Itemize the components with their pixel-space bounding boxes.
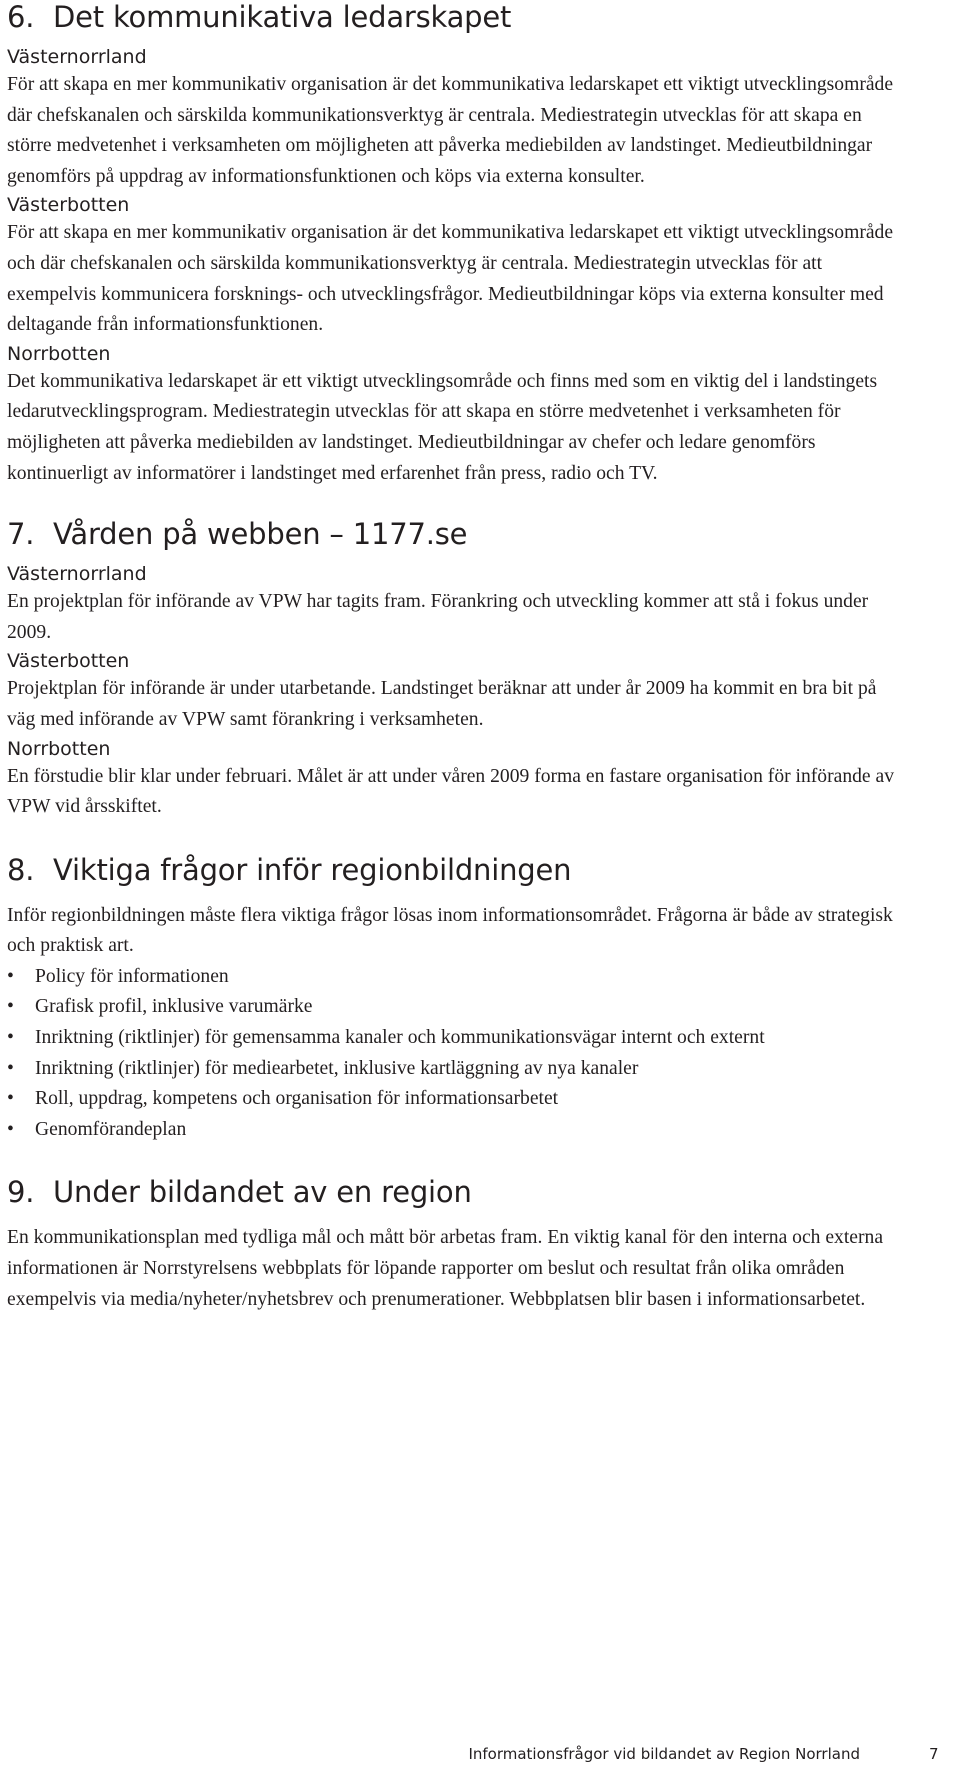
section-6-region-norrbotten-heading: Norrbotten — [7, 342, 111, 365]
section-6-region-vasterbotten-heading: Västerbotten — [7, 194, 130, 217]
page-number: 7 — [929, 1745, 939, 1763]
list-item — [7, 992, 902, 1023]
section-7-title: Vården på webben – 1177.se — [53, 517, 468, 552]
section-7-region-vasternorrland-text: En projektplan för införande av VPW har tagits fram. Förankring och utveckling kommer att stå i fokus under 2009. — [7, 591, 869, 643]
section-6-title: Det kommunikativa ledarskapet — [53, 0, 512, 34]
footer-document-title: Informationsfrågor vid bildandet av Region Norrland — [468, 1745, 860, 1763]
section-8-text: Inför regionbildningen måste flera viktiga frågor lösas inom informationsområdet. Frågorna är både av strategisk och praktisk art. — [7, 904, 893, 957]
bullet-icon: • — [7, 996, 14, 1018]
section-9-text: En kommunikationsplan med tydliga mål och mått bör arbetas fram. En viktig kanal för den interna och externa informationen är Norrstyrelsens webbplats för löpande rapporter om beslut och resultat från olika områden exempelvis via media/nyheter/nyhetsbrev och prenumerationer. Webbplatsen blir basen i informationsarbetet. — [7, 1227, 884, 1310]
list-item-text: Inriktning (riktlinjer) för mediearbetet, inklusive kartläggning av nya kanaler — [35, 1057, 639, 1079]
list-item-text: Grafisk profil, inklusive varumärke — [35, 996, 313, 1018]
section-7-region-vasternorrland-heading: Västernorrland — [7, 563, 147, 586]
page-footer — [0, 1744, 960, 1768]
section-7-number: 7. — [7, 517, 35, 552]
list-item — [7, 1054, 902, 1085]
bullet-icon: • — [7, 1057, 14, 1079]
section-8-heading — [7, 853, 902, 887]
section-7-region-norrbotten-text: En förstudie blir klar under februari. Målet är att under våren 2009 forma en fastare organisation för införande av VPW vid årsskiftet. — [7, 765, 894, 818]
bullet-icon: • — [7, 1118, 14, 1140]
page-content — [7, 0, 902, 1315]
bullet-icon: • — [7, 965, 14, 987]
section-8-title: Viktiga frågor inför regionbildningen — [53, 852, 572, 887]
section-7-region-vasterbotten-text: Projektplan för införande är under utarbetande. Landstinget beräknar att under år 2009 ha kommit en bra bit på väg med införande av VPW samt förankring i verksamheten. — [7, 678, 877, 730]
section-8-number: 8. — [7, 852, 35, 887]
section-7-heading — [7, 517, 902, 551]
list-item — [7, 962, 902, 993]
bullet-icon: • — [7, 1027, 14, 1049]
list-item — [7, 1084, 902, 1115]
section-6-heading — [7, 0, 902, 34]
section-6-region-vasterbotten-text: För att skapa en mer kommunikativ organisation är det kommunikativa ledarskapet ett viktigt utvecklingsområde och där chefskanalen och särskilda kommunikationsverktyg är centrala. Mediestrategin utvecklas för att exempelvis kommunicera forsknings- och utvecklingsfrågor. Medieutbildningar köps via externa konsulter med deltagande från informationsfunktionen. — [7, 222, 894, 336]
bullet-icon: • — [7, 1088, 14, 1110]
section-7-region-vasterbotten-heading: Västerbotten — [7, 650, 130, 673]
section-6-region-norrbotten-text: Det kommunikativa ledarskapet är ett viktigt utvecklingsområde och finns med som en viktig del i landstingets ledarutvecklingsprogram. Mediestrategin utvecklas för att skapa en större medvetenhet i verksamheten för möjligheten att påverka mediebilden av landstinget. Medieutbildningar av chefer och ledare genomförs kontinuerligt av informatörer i landstinget med erfarenhet från press, radio och TV. — [7, 370, 878, 484]
section-6-region-vasternorrland-text: För att skapa en mer kommunikativ organisation är det kommunikativa ledarskapet ett viktigt utvecklingsområde där chefskanalen och särskilda kommunikationsverktyg är centrala. Mediestrategin utvecklas för att skapa en större medvetenhet i verksamheten om möjligheten att påverka mediebilden av landstinget. Medieutbildningar genomförs på uppdrag av informationsfunktionen och köps via externa konsulter. — [7, 74, 894, 187]
section-6-region-vasternorrland-heading: Västernorrland — [7, 46, 147, 68]
section-8-bullet-list — [7, 962, 902, 1146]
section-9-heading — [7, 1175, 902, 1209]
section-6-number: 6. — [7, 0, 35, 34]
section-9-title: Under bildandet av en region — [53, 1175, 472, 1210]
list-item-text: Policy för informationen — [35, 965, 229, 987]
list-item-text: Roll, uppdrag, kompetens och organisation för informationsarbetet — [35, 1088, 559, 1110]
list-item-text: Inriktning (riktlinjer) för gemensamma kanaler och kommunikationsvägar internt och externt — [35, 1027, 765, 1049]
list-item — [7, 1023, 902, 1054]
section-9-number: 9. — [7, 1175, 35, 1210]
list-item-text: Genomförandeplan — [35, 1118, 187, 1140]
section-7-region-norrbotten-heading: Norrbotten — [7, 737, 111, 760]
list-item — [7, 1115, 902, 1146]
